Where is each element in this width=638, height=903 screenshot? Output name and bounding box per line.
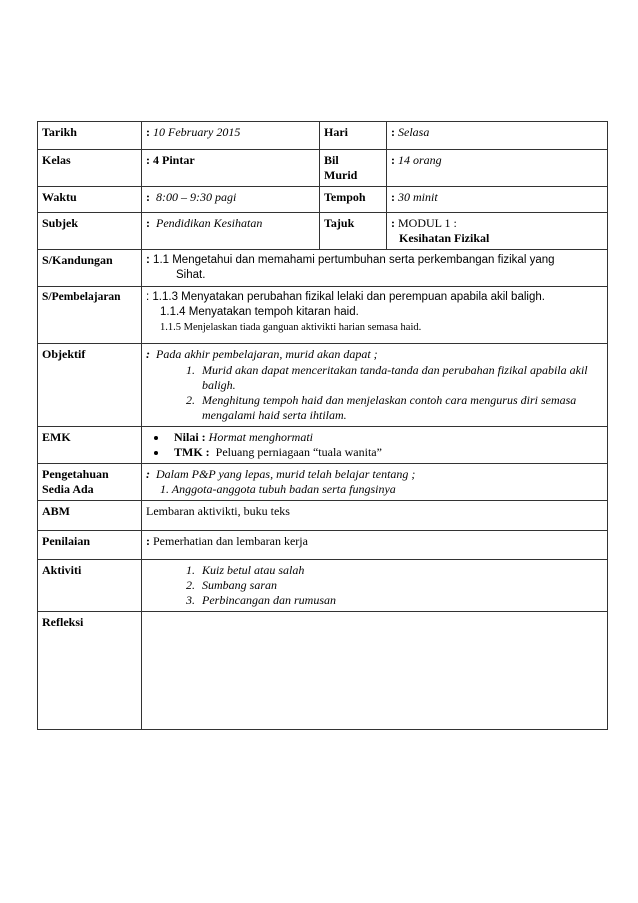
- bil-murid-value: : 14 orang: [387, 150, 608, 187]
- penilaian-value: : Pemerhatian dan lembaran kerja: [142, 531, 608, 560]
- row-kandungan: [38, 250, 608, 287]
- tajuk-label: Tajuk: [320, 213, 387, 250]
- row-refleksi: [38, 612, 608, 730]
- kandungan-label: S/Kandungan: [38, 250, 142, 287]
- hari-value: : Selasa: [387, 122, 608, 150]
- aktiviti-item: 2. Sumbang saran: [198, 578, 603, 593]
- row-penilaian: [38, 531, 608, 560]
- tajuk-value: : MODUL 1 : Kesihatan Fizikal: [387, 213, 608, 250]
- kelas-label: Kelas: [38, 150, 142, 187]
- emk-nilai: • Nilai : Hormat menghormati: [168, 430, 603, 445]
- row-objektif: [38, 344, 608, 427]
- row-pembelajaran: [38, 287, 608, 344]
- aktiviti-item: 3. Perbincangan dan rumusan: [198, 593, 603, 608]
- kelas-value: : 4 Pintar: [142, 150, 320, 187]
- penilaian-label: Penilaian: [38, 531, 142, 560]
- pembelajaran-label: S/Pembelajaran: [38, 287, 142, 344]
- row-pengetahuan: [38, 464, 608, 501]
- row-tarikh: [38, 122, 608, 150]
- tempoh-value: : 30 minit: [387, 187, 608, 213]
- tempoh-label: Tempoh: [320, 187, 387, 213]
- abm-value: Lembaran aktivikti, buku teks: [142, 501, 608, 531]
- hari-label: Hari: [320, 122, 387, 150]
- objektif-label: Objektif: [38, 344, 142, 427]
- aktiviti-label: Aktiviti: [38, 560, 142, 612]
- row-aktiviti: [38, 560, 608, 612]
- bil-murid-label: Bil Murid: [320, 150, 387, 187]
- row-abm: [38, 501, 608, 531]
- refleksi-label: Refleksi: [38, 612, 142, 730]
- row-emk: [38, 427, 608, 464]
- tarikh-value: : 10 February 2015: [142, 122, 320, 150]
- subjek-value: : Pendidikan Kesihatan: [142, 213, 320, 250]
- waktu-label: Waktu: [38, 187, 142, 213]
- row-waktu: [38, 187, 608, 213]
- subjek-label: Subjek: [38, 213, 142, 250]
- row-subjek: [38, 213, 608, 250]
- kandungan-value: : 1.1 Mengetahui dan memahami pertumbuhan serta perkembangan fizikal yang Sihat.: [142, 250, 608, 287]
- aktiviti-value: [142, 560, 608, 612]
- row-kelas: [38, 150, 608, 187]
- pengetahuan-label: Pengetahuan Sedia Ada: [38, 464, 142, 501]
- tarikh-label: Tarikh: [38, 122, 142, 150]
- emk-value: [142, 427, 608, 464]
- pengetahuan-value: : Dalam P&P yang lepas, murid telah belajar tentang ; 1. Anggota-anggota tubuh badan serta fungsinya: [142, 464, 608, 501]
- objektif-item: 1. Murid akan dapat menceritakan tanda-tanda dan perubahan fizikal apabila akil baligh.: [198, 363, 603, 393]
- pembelajaran-value: : 1.1.3 Menyatakan perubahan fizikal lelaki dan perempuan apabila akil baligh. 1.1.4 Menyatakan tempoh kitaran haid. 1.1.5 Menjelaskan tiada ganguan aktivikti harian semasa haid.: [142, 287, 608, 344]
- objektif-value: : Pada akhir pembelajaran, murid akan dapat ; 1. Murid akan dapat menceritakan tanda-tanda dan perubahan fizikal apabila akil baligh. 2. Menghitung tempoh haid dan menjelaskan contoh cara mengurus diri semasa mengalami haid serta ihtilam.: [142, 344, 608, 427]
- emk-tmk: • TMK : Peluang perniagaan “tuala wanita”: [168, 445, 603, 460]
- refleksi-value: [142, 612, 608, 730]
- objektif-item: 2. Menghitung tempoh haid dan menjelaskan contoh cara mengurus diri semasa mengalami haid serta ihtilam.: [198, 393, 603, 423]
- waktu-value: : 8:00 – 9:30 pagi: [142, 187, 320, 213]
- emk-label: EMK: [38, 427, 142, 464]
- aktiviti-item: 1. Kuiz betul atau salah: [198, 563, 603, 578]
- lesson-plan-table: [37, 121, 608, 730]
- abm-label: ABM: [38, 501, 142, 531]
